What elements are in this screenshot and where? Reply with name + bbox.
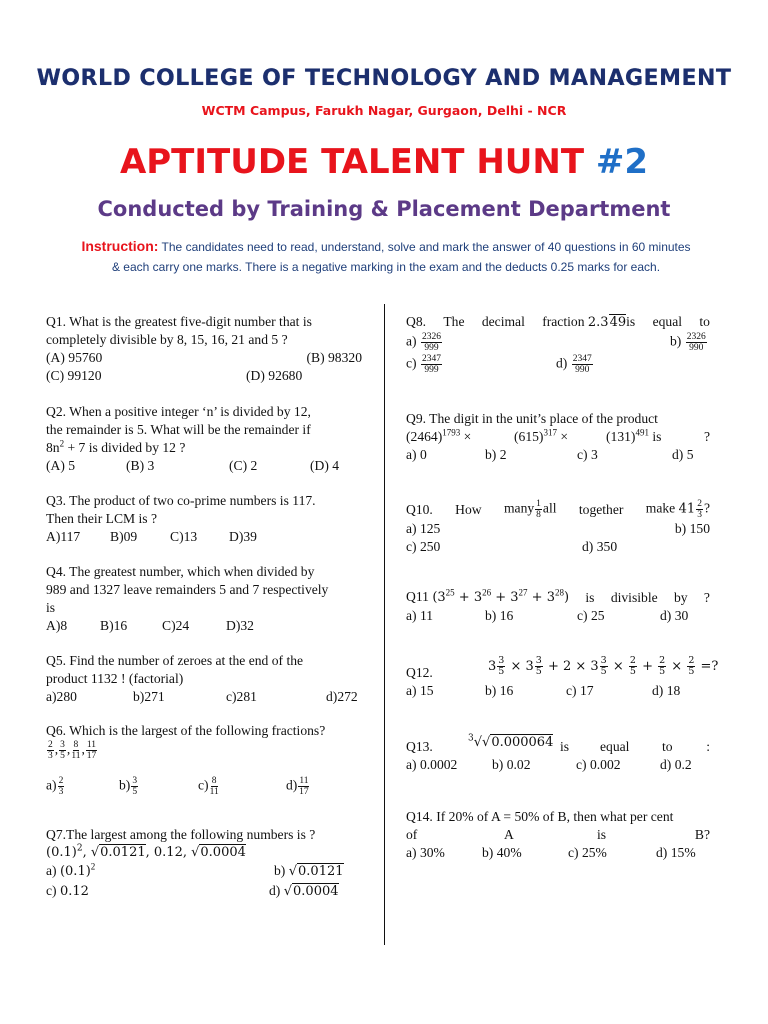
- q4-option-d: D)32: [226, 618, 254, 633]
- q6-c-den: 11: [209, 787, 219, 797]
- q6-option-b-label: b): [119, 777, 131, 793]
- q8-a-num: 2326: [421, 332, 441, 342]
- q7-option-c-val: 0.12: [59, 884, 89, 899]
- q13-option-d: d) 0.2: [660, 757, 692, 772]
- q3-option-d: D)39: [229, 529, 257, 544]
- q8-option-d: [556, 354, 594, 375]
- q8-option-d-label: d): [556, 355, 571, 371]
- q1-option-b: (B) 98320: [306, 350, 362, 365]
- q5-option-c: c)281: [226, 689, 257, 704]
- q10-option-b: b) 150: [674, 521, 710, 536]
- question-7: [46, 826, 362, 902]
- q10-w6: make: [645, 500, 676, 516]
- q8-c-num: 2347: [421, 354, 441, 364]
- q6-frac-4-num: 11: [86, 740, 97, 750]
- q11-exp2: 26: [482, 587, 492, 598]
- q11-label: Q11: [406, 589, 429, 604]
- q2-line3-rest: + 7 is divided by 12 ?: [64, 440, 186, 455]
- q10-make: [646, 499, 710, 520]
- q6-frac-2-den: 5: [60, 751, 65, 761]
- q12-op1: × 3: [506, 659, 534, 674]
- q9-base2: (615): [514, 429, 544, 444]
- q9-base3: (131): [606, 429, 636, 444]
- q9-times2: ×: [556, 429, 569, 444]
- q4-line1: Q4. The greatest number, which when divided by: [46, 564, 315, 579]
- q12-op4: +: [637, 659, 658, 674]
- q6-c-num: 8: [211, 776, 217, 786]
- q7-numbers: $(0.1)^2$, √0.0121, 0.12, √0.0004: [46, 843, 246, 860]
- q7-option-a-exp: 2: [90, 861, 96, 872]
- q10-w1: Q10.: [406, 501, 433, 517]
- q8-option-b: [670, 332, 708, 353]
- q3-option-a: A)117: [46, 529, 81, 544]
- q6-option-c: [198, 776, 220, 797]
- q12-op5: ×: [667, 659, 687, 674]
- q12-f2-num: 3: [535, 655, 542, 666]
- q11-plus2: + 3: [491, 590, 519, 605]
- q7-num3: , 0.12,: [145, 845, 192, 860]
- q6-frac-4-den: 17: [86, 751, 97, 761]
- q11-open: (3: [432, 590, 446, 605]
- q7-option-c-label: c): [46, 883, 60, 898]
- q2-option-b: (B) 3: [126, 458, 155, 473]
- q13-root-index: 3: [468, 733, 474, 744]
- q6-a-den: 3: [58, 787, 64, 797]
- question-12: [406, 655, 719, 700]
- q8-w3: decimal: [481, 314, 525, 329]
- q9-option-d: d) 5: [672, 447, 694, 462]
- q8-w1: Q8.: [406, 314, 427, 329]
- instruction-text: The candidates need to read, understand, solve and mark the answer of 40 questions in 60 minutes & each carry one marks. There is a negative marking in the exam and the deducts 0.25 marks for each.: [111, 240, 691, 274]
- question-13: [406, 734, 710, 774]
- q9-question-mark: ?: [703, 429, 710, 444]
- q10-option-a: a) 125: [406, 521, 441, 536]
- q14-option-c: c) 25%: [568, 845, 607, 860]
- q14-w2: A: [504, 827, 514, 842]
- q10-w4: all: [542, 500, 557, 516]
- q11-option-c: c) 25: [577, 608, 605, 623]
- q6-frac-2: [59, 740, 66, 761]
- q7-option-a-label: a): [46, 863, 60, 878]
- q12-option-c: c) 17: [566, 683, 594, 698]
- q3-option-c: C)13: [170, 529, 198, 544]
- q13-label: Q13.: [406, 739, 433, 754]
- q8-options-row1: [406, 332, 710, 354]
- q10-frac-den: 8: [536, 510, 541, 520]
- q12-op3: ×: [608, 659, 628, 674]
- q5-line2: product 1132 ! (factorial): [46, 671, 184, 686]
- q6-line1: Q6. Which is the largest of the following fractions?: [46, 723, 326, 738]
- q3-line1: Q3. The product of two co-prime numbers is 117.: [46, 493, 316, 508]
- q14-w3: is: [597, 827, 607, 842]
- q7-option-d: d) √0.0004: [269, 883, 339, 899]
- q8-w7: to: [699, 314, 710, 329]
- q8-b-den: 990: [689, 343, 704, 353]
- q12-f2-den: 5: [535, 666, 542, 677]
- q14-option-b: b) 40%: [482, 845, 522, 860]
- campus-address: WCTM Campus, Farukh Nagar, Gurgaon, Delhi - NCR: [201, 103, 567, 118]
- q13-w2: equal: [600, 739, 630, 754]
- q11-exp3: 27: [518, 587, 528, 598]
- q12-f3-den: 5: [600, 666, 607, 677]
- q4-option-a: A)8: [46, 618, 68, 633]
- q6-a-num: 2: [58, 776, 64, 786]
- q10-w5: together: [578, 501, 624, 517]
- q9-term1: [406, 428, 471, 446]
- question-10: [406, 499, 710, 556]
- q6-d-den: 17: [299, 787, 309, 797]
- q8-d-den: 990: [575, 365, 590, 375]
- question-5: [46, 652, 362, 706]
- q1-line2: completely divisible by 8, 15, 16, 21 and 5 ?: [46, 332, 288, 347]
- q13-w4: :: [706, 739, 710, 754]
- q4-option-b: B)16: [100, 618, 128, 633]
- q12-expression: [488, 656, 718, 677]
- q9-exp3: 491: [635, 427, 649, 438]
- q12-option-d: d) 18: [652, 683, 681, 698]
- q9-exp2: 317: [543, 427, 557, 438]
- q2-exponent: 2: [59, 438, 65, 449]
- q11-option-d: d) 30: [660, 608, 689, 623]
- q8-line1: [406, 313, 710, 332]
- q5-options: [46, 688, 362, 706]
- q7-option-b-val: 0.0121: [298, 864, 344, 879]
- q7-option-d-val: 0.0004: [293, 884, 339, 899]
- q11-line1: [406, 588, 710, 607]
- q13-option-b: b) 0.02: [492, 757, 531, 772]
- q11-exp4: 28: [554, 587, 564, 598]
- q4-line2: 989 and 1327 leave remainders 5 and 7 respectively: [46, 582, 329, 597]
- q10-options-row1: [406, 520, 710, 538]
- q9-options: [406, 446, 710, 464]
- q13-option-c: c) 0.002: [576, 757, 621, 772]
- q6-option-d-label: d): [286, 777, 298, 793]
- title-text: APTITUDE TALENT HUNT: [119, 142, 596, 182]
- q10-frac-num: 1: [536, 499, 541, 509]
- q8-option-c: [406, 354, 443, 375]
- q8-option-c-label: c): [406, 355, 420, 371]
- q12-f4-num: 2: [629, 655, 636, 666]
- q6-fraction-list: $\frac{2}{3}$ , $\frac{3}{5}$ , $\frac{8}{11}$ , $\frac{11}{17}$: [48, 740, 97, 761]
- q8-d-num: 2347: [572, 354, 592, 364]
- q12-options: [406, 682, 716, 700]
- question-1: [46, 313, 362, 385]
- q10-mixed-num: 2: [697, 499, 702, 509]
- q13-options: [406, 756, 710, 774]
- q1-options-row1: [46, 349, 362, 367]
- q10-mixed-int: 41: [678, 501, 696, 517]
- q12-equals: =?: [696, 659, 719, 674]
- q7-num2: 0.0121: [100, 845, 146, 860]
- q8-w4: fraction: [542, 314, 585, 329]
- q9-option-c: c) 3: [577, 447, 598, 462]
- q4-option-c: C)24: [162, 618, 190, 633]
- q8-repeat: 49: [609, 315, 627, 330]
- q9-exp1: 1793: [442, 427, 461, 438]
- q13-radicand: 0.000064: [491, 735, 554, 750]
- q13-w1: is: [560, 739, 570, 754]
- q7-option-d-label: d): [269, 883, 284, 898]
- q9-is: is: [648, 429, 662, 444]
- q13-line1: [406, 734, 710, 756]
- q2-option-c: (C) 2: [229, 458, 258, 473]
- q7-options-row2: [46, 882, 362, 902]
- q8-w6: equal: [652, 314, 683, 329]
- q14-w1: of: [406, 827, 418, 842]
- question-4: [46, 563, 362, 635]
- title-number: #2: [595, 142, 649, 182]
- q8-option-a-label: a): [406, 333, 420, 349]
- q12-f3-num: 3: [600, 655, 607, 666]
- q11-plus1: + 3: [454, 590, 483, 605]
- q11-close: ): [563, 590, 570, 605]
- q9-base1: (2464): [406, 429, 443, 444]
- instruction-label: Instruction:: [81, 238, 159, 254]
- q5-line1: Q5. Find the number of zeroes at the end of the: [46, 653, 304, 668]
- q6-frac-3-den: 11: [71, 751, 81, 761]
- q6-option-b: [119, 776, 139, 797]
- q5-option-b: b)271: [133, 689, 165, 704]
- q8-fraction: [542, 313, 635, 332]
- q11-w1: is: [585, 589, 595, 605]
- q8-w2: The: [443, 314, 465, 329]
- q11-option-a: a) 11: [406, 608, 434, 623]
- q12-f1-den: 5: [498, 666, 505, 677]
- q13-expression: $^3$√√0.000064: [468, 733, 554, 750]
- question-3: [46, 492, 362, 546]
- q9-line1: Q9. The digit in the unit’s place of the product: [406, 411, 658, 426]
- q12-f1-num: 3: [498, 655, 505, 666]
- q12-f4-den: 5: [629, 666, 636, 677]
- q10-question-mark: ?: [703, 500, 710, 516]
- q6-frac-4: [86, 740, 97, 761]
- q12-f5-den: 5: [659, 666, 666, 677]
- q8-decimal: 2.3: [587, 315, 609, 330]
- column-divider: [384, 304, 385, 945]
- q6-frac-1-den: 3: [48, 751, 53, 761]
- q5-option-a: a)280: [46, 689, 77, 704]
- q8-option-a: [406, 332, 443, 353]
- q2-line2: the remainder is 5. What will be the remainder if: [46, 422, 311, 437]
- q14-line2: [406, 826, 710, 844]
- q6-options: [46, 776, 366, 802]
- q6-frac-1-num: 2: [48, 740, 53, 750]
- q7-option-c: [46, 882, 89, 901]
- q12-option-b: b) 16: [485, 683, 514, 698]
- q6-frac-1: [47, 740, 54, 761]
- q10-line1: [406, 499, 710, 520]
- q5-option-d: d)272: [326, 689, 358, 704]
- q7-num1-exp: 2: [76, 843, 83, 854]
- q2-line1: Q2. When a positive integer ‘n’ is divided by 12,: [46, 404, 311, 419]
- q7-option-b-label: b): [274, 863, 289, 878]
- q1-line1: Q1. What is the greatest five-digit number that is: [46, 314, 312, 329]
- q1-options-row2: [46, 367, 362, 385]
- q8-c-den: 999: [424, 365, 439, 375]
- q3-options: [46, 528, 362, 546]
- q8-options-row2: [406, 354, 710, 376]
- q10-option-c: c) 250: [406, 539, 441, 554]
- q10-w3: many: [503, 500, 535, 516]
- q2-option-a: (A) 5: [46, 458, 76, 473]
- q7-options-row1: [46, 862, 362, 882]
- instruction-block: [80, 236, 692, 277]
- q1-option-d: (D) 92680: [246, 368, 303, 383]
- q7-option-a-val: (0.1): [59, 864, 91, 879]
- question-14: [406, 808, 710, 862]
- q3-line2: Then their LCM is ?: [46, 511, 157, 526]
- q10-options-row2: [406, 538, 710, 556]
- q14-options: [406, 844, 710, 862]
- q12-op2: + 2 × 3: [543, 659, 599, 674]
- question-8: [406, 313, 710, 376]
- q6-b-num: 3: [132, 776, 138, 786]
- q9-term3: [606, 428, 661, 446]
- q7-sep1: ,: [82, 845, 91, 860]
- q3-option-b: B)09: [110, 529, 138, 544]
- q6-option-a-label: a): [46, 777, 57, 793]
- q9-option-a: a) 0: [406, 447, 427, 462]
- q11-question-mark: ?: [703, 589, 710, 605]
- q7-option-b: b) √0.0121: [274, 863, 344, 879]
- q10-many: [504, 499, 557, 520]
- q6-frac-3-num: 8: [73, 740, 79, 750]
- q2-line3: [46, 439, 362, 457]
- q7-num1: (0.1): [46, 845, 77, 860]
- question-11: [406, 588, 710, 625]
- q14-option-d: d) 15%: [656, 845, 696, 860]
- q4-options: [46, 617, 362, 635]
- q1-option-a: (A) 95760: [46, 350, 103, 365]
- q12-f6-den: 5: [688, 666, 695, 677]
- q7-line1: Q7.The largest among the following numbers is ?: [46, 827, 316, 842]
- q12-line1: [406, 655, 719, 682]
- q6-option-a: [46, 776, 65, 797]
- q12-option-a: a) 15: [406, 683, 434, 698]
- q8-option-b-label: b): [670, 333, 685, 349]
- q2-option-d: (D) 4: [310, 458, 340, 473]
- q7-num4: 0.0004: [200, 845, 246, 860]
- q6-b-den: 5: [132, 787, 138, 797]
- q7-option-a: [46, 862, 95, 881]
- page-title: [0, 142, 768, 182]
- q9-term2: [514, 428, 568, 446]
- q4-line3: is: [46, 600, 56, 615]
- college-name: WORLD COLLEGE OF TECHNOLOGY AND MANAGEMENT: [36, 66, 732, 91]
- q1-option-c: (C) 99120: [46, 368, 102, 383]
- q14-option-a: a) 30%: [406, 845, 445, 860]
- q11-plus3: + 3: [527, 590, 555, 605]
- q8-a-den: 999: [424, 343, 439, 353]
- q13-w3: to: [662, 739, 673, 754]
- q8-w5: is: [626, 314, 636, 329]
- q14-line1: Q14. If 20% of A = 50% of B, then what per cent: [406, 809, 674, 824]
- q10-mixed-den: 3: [697, 510, 702, 520]
- q11-option-b: b) 16: [485, 608, 514, 623]
- q9-option-b: b) 2: [485, 447, 507, 462]
- q12-int1: 3: [488, 659, 497, 674]
- q10-w2: How: [455, 501, 482, 517]
- question-6: [46, 722, 366, 802]
- question-9: [406, 410, 710, 464]
- q2-options: [46, 457, 362, 475]
- q6-d-num: 11: [299, 776, 309, 786]
- department-subtitle: Conducted by Training & Placement Department: [97, 197, 671, 221]
- q10-option-d: d) 350: [582, 539, 618, 554]
- q11-w2: divisible: [610, 589, 658, 605]
- q8-b-num: 2326: [686, 332, 706, 342]
- q6-frac-2-num: 3: [60, 740, 65, 750]
- q6-frac-3: [71, 740, 80, 761]
- q2-expr: 8n: [46, 440, 60, 455]
- q9-line2: [406, 428, 710, 446]
- q12-label: Q12.: [406, 665, 433, 680]
- question-2: [46, 403, 362, 475]
- q6-option-c-label: c): [198, 777, 209, 793]
- q11-exp1: 25: [445, 587, 455, 598]
- q11-w3: by: [673, 589, 688, 605]
- q11-options: [406, 607, 710, 625]
- q12-f5-num: 2: [659, 655, 666, 666]
- q13-option-a: a) 0.0002: [406, 757, 458, 772]
- q9-times1: ×: [460, 429, 472, 444]
- q11-expression: [406, 588, 569, 607]
- q6-option-d: [286, 776, 310, 797]
- q12-f6-num: 2: [688, 655, 695, 666]
- q14-w4: B?: [694, 827, 710, 842]
